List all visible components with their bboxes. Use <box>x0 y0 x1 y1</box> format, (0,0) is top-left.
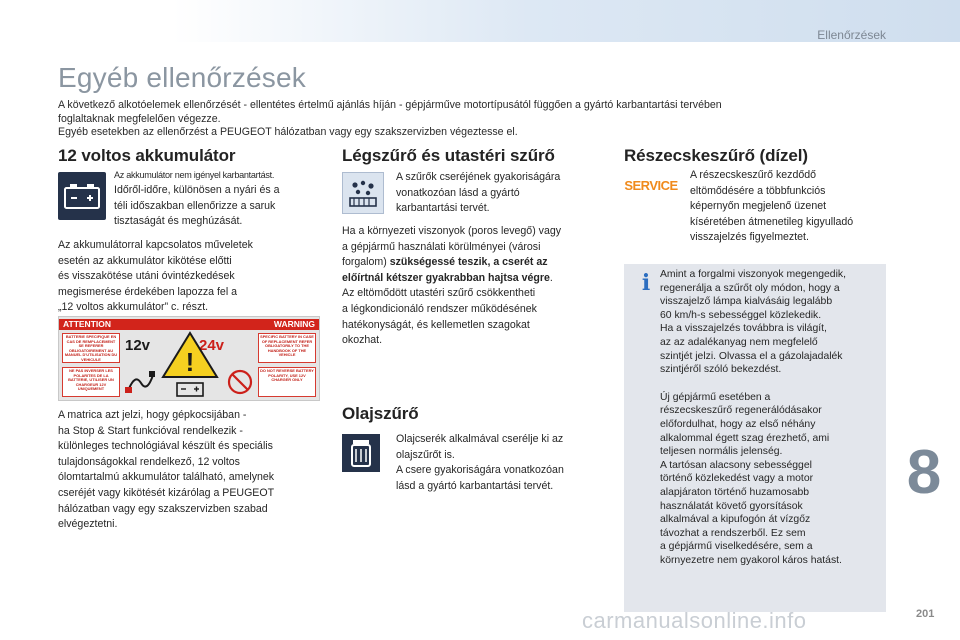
text-line: képernyőn megjelenő üzenet <box>690 200 827 213</box>
text-line <box>342 255 604 271</box>
text-line: A részecskeszűrő kezdődő <box>690 169 817 181</box>
section-label: Ellenőrzések <box>817 28 886 42</box>
air-filter-icon <box>342 172 384 214</box>
particle-filter-section <box>624 146 886 566</box>
text-line: alkalmával a kipufogón át vízgőz <box>660 514 811 526</box>
page-number: 201 <box>916 608 935 620</box>
text-line: különleges technológiával készült és speciális <box>58 440 273 453</box>
battery-note: Az akkumulátor nem igényel karbantartást. <box>114 170 275 180</box>
battery-icon <box>58 172 106 220</box>
intro-text <box>58 99 878 140</box>
battery-para3 <box>58 408 323 533</box>
text-line: alapjáraton történő huzamosabb <box>660 486 810 498</box>
oil-filter-para1 <box>396 432 604 494</box>
battery-section <box>58 146 323 531</box>
text-line: szintjét jelzi. Olvassa el a gázolajadalék <box>660 350 843 362</box>
text-line: alkalommal égett szag érezhető, ami <box>660 432 830 444</box>
text-line: ha Stop & Start funkcióval rendelkezik - <box>58 424 243 437</box>
label-box-en-specific: SPECIFIC BATTERY IN CASE OF REPLACEMENT REFER OBLIGATORILY TO THE HANDBOOK OF THE VEHICLE <box>258 333 316 363</box>
text-line: Olajcserék alkalmával cserélje ki az <box>396 433 564 445</box>
particle-filter-para1 <box>690 168 886 246</box>
top-gradient-bar <box>0 0 960 42</box>
info-icon: i <box>641 270 651 296</box>
intro-line: foglaltaknak megfelelően végezze. <box>58 112 221 125</box>
text-line: előfordulhat, hogy az első néhány <box>660 418 816 430</box>
label-box-fr-polarity: NE PAS INVERSER LES POLARITES DE LA BATTERIE, UTILISER UN CHARGEUR 12V UNIQUEMENT <box>62 367 120 397</box>
label-24v: 24v <box>199 337 225 354</box>
text-line: eltömődésére a többfunkciós <box>690 184 826 197</box>
text-line: Amint a forgalmi viszonyok megengedik, <box>660 269 846 280</box>
air-filter-section <box>342 146 604 492</box>
text-line: és visszakötése utáni óvintézkedések <box>58 270 235 283</box>
text-line: A csere gyakoriságára vonatkozóan <box>396 464 564 477</box>
text-line: A szűrők cseréjének gyakoriságára <box>396 171 561 183</box>
text-span: . <box>549 271 553 284</box>
label-box-en-polarity: DO NOT REVERSE BATTERY POLARITY, USE 12V CHARGER ONLY <box>258 367 316 397</box>
text-line: A matrica azt jelzi, hogy gépkocsijában - <box>58 409 247 421</box>
text-line: használatát követő gyorsítások <box>660 500 803 512</box>
battery-para1 <box>114 183 324 230</box>
label-box-fr-specific: BATTERIE SPECIFIQUE EN CAS DE REMPLACEMENT SE REFERER OBLIGATOIREMENT AU MANUEL D'UTILISATION DU VEHICULE <box>62 333 120 363</box>
text-line: kíséretében átmenetileg kigyulladó <box>690 215 854 228</box>
text-line: a légkondicionáló rendszer működésének <box>342 302 537 315</box>
text-line: környezetre nem gyakorol káros hatást. <box>660 554 842 566</box>
warning-triangle-icon <box>159 331 221 399</box>
text-line: hálózatban vagy egy szakszervizben szabad <box>58 502 268 515</box>
text-line: Az akkumulátorral kapcsolatos műveletek <box>58 239 253 251</box>
text-line: okozhat. <box>342 334 383 347</box>
text-line: „12 voltos akkumulátor” c. részt. <box>58 301 209 314</box>
attention-text: ATTENTION <box>63 319 112 329</box>
oil-filter-title: Olajszűrő <box>342 404 419 423</box>
text-line: Új gépjármű esetében a <box>660 391 771 403</box>
text-line: regenerálja a szűrőt oly módon, hogy a <box>660 282 840 294</box>
text-line: elvégeztetni. <box>58 518 118 531</box>
text-line: cseréjét vagy kikötését kizárólag a PEUGEOT <box>58 486 275 499</box>
text-line: Ha a környezeti viszonyok (poros levegő) vagy <box>342 225 562 237</box>
text-line: ólomtartalmú akkumulátor található, amelynek <box>58 471 275 484</box>
svg-text:!: ! <box>185 347 195 377</box>
text-line: történő közlekedést vagy a motor <box>660 473 814 485</box>
text-line: az az adalékanyag nem megfelelő <box>660 336 818 348</box>
oil-filter-icon <box>342 434 380 472</box>
intro-line: A következő alkotóelemek ellenőrzését - ellentétes értelmű ajánlás híján - gépjárműve motortípusától függően a gyártó karbantartási tervében <box>58 99 722 111</box>
jump-cable-icon <box>125 369 155 395</box>
chapter-number: 8 <box>906 438 942 507</box>
emphasis-text: előírtnál kétszer gyakrabban hajtsa végre <box>342 271 550 284</box>
no-reverse-polarity-icon <box>225 369 255 395</box>
text-line: A tartósan alacsony sebességgel <box>660 459 812 471</box>
particle-filter-title: Részecskeszűrő (dízel) <box>624 146 808 165</box>
intro-line: Egyéb esetekben az ellenőrzést a PEUGEOT hálózatban vagy egy szakszervizben végeztesse el. <box>58 126 518 139</box>
text-span: forgalom) <box>342 256 390 269</box>
info-text <box>660 268 880 567</box>
text-line: hatékonyságát, és kellemetlen szagokat <box>342 318 530 331</box>
air-filter-para2 <box>342 224 604 349</box>
battery-intro <box>114 170 324 230</box>
text-line: a gépjármű használati körülményei (városi <box>342 240 541 253</box>
service-warning-icon <box>624 172 678 196</box>
watermark: carmanualsonline.info <box>582 608 807 633</box>
text-line: Ha a visszajelzés továbbra is világít, <box>660 323 827 335</box>
battery-warning-label <box>58 316 320 401</box>
text-line: visszajelzés figyelmeztet. <box>690 231 809 244</box>
air-filter-para1 <box>396 170 604 217</box>
text-line: a gépjármű viselkedésére, sem a <box>660 541 813 553</box>
text-line: Az eltömődött utastéri szűrő csökkentheti <box>342 287 536 300</box>
text-line: teljesen normális jelenség. <box>660 446 783 458</box>
text-line: tisztaságát és meghúzását. <box>114 215 243 228</box>
text-line: Időről-időre, különösen a nyári és a <box>114 184 280 196</box>
text-line: esetén az akkumulátor kikötése előtti <box>58 254 232 267</box>
battery-title: 12 voltos akkumulátor <box>58 146 236 165</box>
text-line: olajszűrőt is. <box>396 448 455 461</box>
text-line <box>342 271 604 287</box>
service-word: SERVICE <box>624 178 678 193</box>
text-line: karbantartási tervét. <box>396 202 490 215</box>
text-line: szintjéről szóló bekezdést. <box>660 364 782 376</box>
text-line: részecskeszűrő regenerálódásakor <box>660 405 822 417</box>
air-filter-title: Légszűrő és utastéri szűrő <box>342 146 555 165</box>
emphasis-text: szükségessé teszik, a cserét az <box>389 256 548 269</box>
text-line: visszajelző lámpa kialvásáig legalább <box>660 296 833 308</box>
text-line: téli időszakban ellenőrizze a saruk <box>114 199 276 212</box>
text-line: megismerése érdekében lapozza fel a <box>58 285 238 298</box>
text-line: lásd a gyártó karbantartási tervét. <box>396 479 554 492</box>
text-line: tulajdonságokkal rendelkező, 12 voltos <box>58 455 240 468</box>
text-line: 60 km/h-s sebességgel közlekedik. <box>660 309 822 321</box>
battery-para2 <box>58 238 323 316</box>
page-title: Egyéb ellenőrzések <box>58 62 306 93</box>
spacer <box>660 377 880 391</box>
text-line: távozhat a rendszerből. Ez sem <box>660 527 806 539</box>
warning-text: WARNING <box>273 319 315 329</box>
label-12v: 12v <box>125 337 151 354</box>
warning-label-header <box>59 319 319 330</box>
text-line: vonatkozóan lásd a gyártó <box>396 186 520 199</box>
info-panel <box>624 264 886 612</box>
